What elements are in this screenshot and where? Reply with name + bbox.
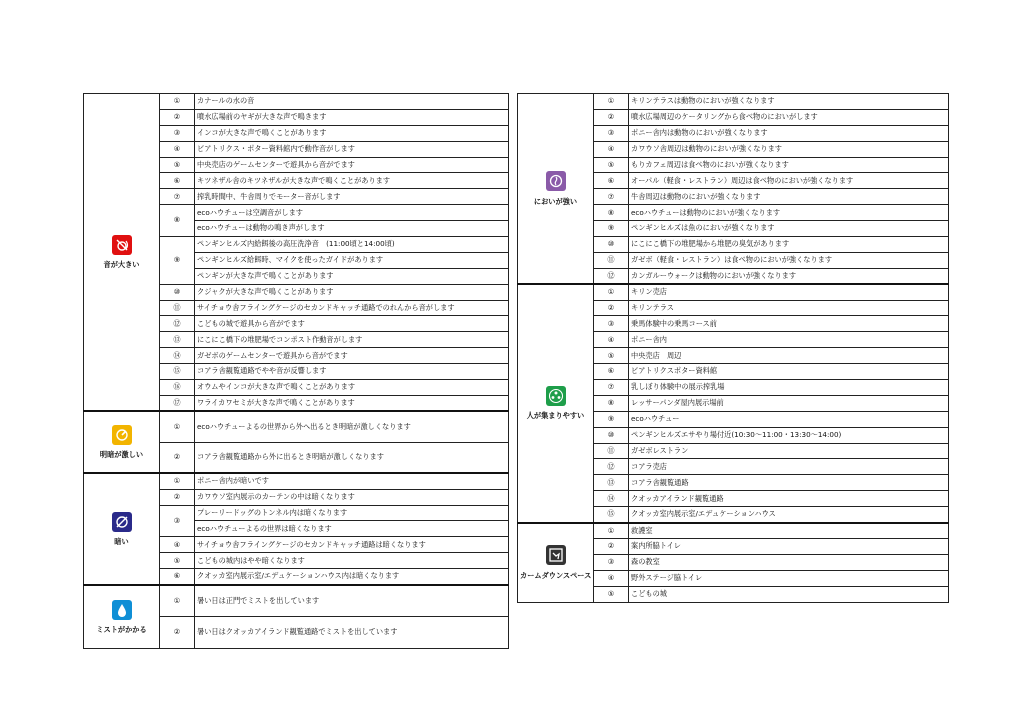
- item-text: クジャクが大きな声で鳴くことがあります: [195, 284, 509, 300]
- item-number: ⑰: [160, 395, 195, 411]
- item-number: ②: [160, 617, 195, 649]
- item-number: ①: [594, 523, 629, 539]
- table-row: [518, 284, 949, 300]
- item-number: ⑪: [594, 252, 629, 268]
- item-text: カンガルーウォークは動物のにおいが強くなります: [629, 268, 949, 284]
- item-number: ②: [594, 300, 629, 316]
- item-text: サイチョウ舎フライングケージのセカンドキャッチ通路は暗くなります: [195, 537, 509, 553]
- item-text: ビアトリクスポター資料館: [629, 364, 949, 380]
- item-number: ③: [594, 554, 629, 570]
- item-text: キリン売店: [629, 284, 949, 300]
- item-text: オウムやインコが大きな声で鳴くことがあります: [195, 380, 509, 396]
- smell-icon: [546, 171, 566, 191]
- item-number: ⑤: [160, 157, 195, 173]
- item-number: ⑪: [160, 300, 195, 316]
- item-number: ⑤: [594, 348, 629, 364]
- item-text: もりカフェ周辺は食べ物のにおいが強くなります: [629, 157, 949, 173]
- item-text: レッサーパンダ屋内展示場前: [629, 395, 949, 411]
- category-label: においが強い: [533, 196, 578, 206]
- item-number: ⑮: [594, 507, 629, 523]
- item-text: キリンテラス: [629, 300, 949, 316]
- item-number: ⑩: [594, 427, 629, 443]
- item-number: ⑧: [594, 205, 629, 221]
- category-cell: [84, 473, 160, 584]
- left-table: [83, 93, 509, 649]
- item-text: 噴水広場前のヤギが大きな声で鳴きます: [195, 109, 509, 125]
- item-text: ポニー舎内は動物のにおいが強くなります: [629, 125, 949, 141]
- item-number: ②: [160, 442, 195, 473]
- item-text: にこにこ橋下の堆肥場でコンポスト作動音がします: [195, 332, 509, 348]
- table-row: [84, 585, 509, 617]
- item-text: ecoハウチューよるの世界から外へ出るとき明暗が激しくなります: [195, 411, 509, 442]
- item-number: ⑥: [594, 173, 629, 189]
- brightness-icon: [112, 425, 132, 445]
- category-label: 人が集まりやすい: [526, 411, 585, 421]
- item-number: ⑥: [160, 569, 195, 585]
- mist-icon: [112, 600, 132, 620]
- item-number: ⑥: [594, 364, 629, 380]
- item-number: ⑦: [594, 380, 629, 396]
- item-text: ecoハウチューは動物のにおいが強くなります: [629, 205, 949, 221]
- item-number: ③: [160, 125, 195, 141]
- crowd-icon: [546, 386, 566, 406]
- item-number: ⑥: [160, 173, 195, 189]
- table-row: [84, 473, 509, 489]
- item-text: ポニー舎内: [629, 332, 949, 348]
- item-number: ⑦: [594, 189, 629, 205]
- item-number: ①: [160, 411, 195, 442]
- item-number: ③: [594, 125, 629, 141]
- item-text: コアラ舎観覧通路でやや音が反響します: [195, 364, 509, 380]
- item-text: カナールの水の音: [195, 94, 509, 110]
- item-number: ⑭: [594, 491, 629, 507]
- category-cell: [84, 411, 160, 473]
- item-number: ⑨: [160, 237, 195, 285]
- item-text: カワウソ舎周辺は動物のにおいが強くなります: [629, 141, 949, 157]
- item-text: ガゼボレストラン: [629, 443, 949, 459]
- item-text: ecoハウチューは動物の鳴き声がします: [195, 221, 509, 237]
- table-row: [518, 94, 949, 110]
- item-number: ⑩: [160, 284, 195, 300]
- item-number: ②: [594, 109, 629, 125]
- item-text: ペンギンヒルズ内給餌後の高圧洗浄音 (11:00頃と14:00頃): [195, 237, 509, 253]
- category-cell: [518, 284, 594, 522]
- item-text: コアラ売店: [629, 459, 949, 475]
- item-text: 暑い日はクオッカアイランド観覧通路でミストを出しています: [195, 617, 509, 649]
- item-text: 案内所脇トイレ: [629, 538, 949, 554]
- item-number: ④: [594, 570, 629, 586]
- item-number: ⑪: [594, 443, 629, 459]
- item-number: ①: [160, 585, 195, 617]
- item-number: ④: [594, 141, 629, 157]
- item-number: ⑤: [594, 157, 629, 173]
- item-text: ガゼボのゲームセンターで遊具から音がでます: [195, 348, 509, 364]
- item-number: ④: [594, 332, 629, 348]
- item-text: 中央売店 周辺: [629, 348, 949, 364]
- item-number: ④: [160, 141, 195, 157]
- item-number: ⑧: [594, 395, 629, 411]
- item-text: 噴水広場周辺のケータリングから食べ物のにおいがします: [629, 109, 949, 125]
- item-text: 中央売店のゲームセンターで遊具から音がでます: [195, 157, 509, 173]
- category-label: ミストがかかる: [96, 624, 147, 634]
- item-text: クオッカアイランド観覧通路: [629, 491, 949, 507]
- item-number: ④: [160, 537, 195, 553]
- item-number: ①: [594, 284, 629, 300]
- category-label: カームダウンスペース: [520, 570, 592, 580]
- item-number: ③: [160, 505, 195, 537]
- item-text: こどもの城で遊具から音がでます: [195, 316, 509, 332]
- table-row: [84, 411, 509, 442]
- item-text: ビアトリクス・ポター資料館内で動作音がします: [195, 141, 509, 157]
- item-text: 搾乳時間中、牛舎周りでモーター音がします: [195, 189, 509, 205]
- category-cell: [518, 523, 594, 602]
- category-label: 明暗が激しい: [99, 450, 144, 460]
- item-number: ⑬: [594, 475, 629, 491]
- table-row: [84, 94, 509, 110]
- item-text: クオッカ室内展示室/エデュケーションハウス: [629, 507, 949, 523]
- item-text: キリンテラスは動物のにおいが強くなります: [629, 94, 949, 110]
- item-text: 野外ステージ脇トイレ: [629, 570, 949, 586]
- item-number: ⑫: [160, 316, 195, 332]
- item-text: コアラ舎観覧通路から外に出るとき明暗が激しくなります: [195, 442, 509, 473]
- item-number: ⑨: [594, 221, 629, 237]
- item-number: ③: [594, 316, 629, 332]
- item-number: ⑦: [160, 189, 195, 205]
- item-number: ⑤: [160, 553, 195, 569]
- item-number: ①: [160, 94, 195, 110]
- item-number: ⑨: [594, 411, 629, 427]
- item-text: キツネザル舎のキツネザルが大きな声で鳴くことがあります: [195, 173, 509, 189]
- category-cell: [518, 94, 594, 285]
- item-text: オーパル（軽食・レストラン）周辺は食べ物のにおいが強くなります: [629, 173, 949, 189]
- item-text: カワウソ室内展示のカーテンの中は暗くなります: [195, 489, 509, 505]
- item-text: 暑い日は正門でミストを出しています: [195, 585, 509, 617]
- item-number: ⑧: [160, 205, 195, 237]
- item-text: コアラ舎観覧通路: [629, 475, 949, 491]
- item-number: ②: [160, 489, 195, 505]
- item-number: ⑯: [160, 380, 195, 396]
- item-text: インコが大きな声で鳴くことがあります: [195, 125, 509, 141]
- item-text: クオッカ室内展示室/エデュケーションハウス内は暗くなります: [195, 569, 509, 585]
- category-cell: [84, 94, 160, 412]
- item-text: サイチョウ舎フライングケージのセカンドキャッチ通路でのれんから音がします: [195, 300, 509, 316]
- item-text: ポニー舎内が暗いです: [195, 473, 509, 489]
- item-number: ⑫: [594, 268, 629, 284]
- item-text: こどもの城: [629, 586, 949, 602]
- item-text: ecoハウチュー: [629, 411, 949, 427]
- item-text: ペンギンヒルズは魚のにおいが強くなります: [629, 221, 949, 237]
- item-text: 乗馬体験中の乗馬コース前: [629, 316, 949, 332]
- item-text: 救護室: [629, 523, 949, 539]
- item-text: ペンギンヒルズエサやり場付近(10:30～11:00・13:30～14:00): [629, 427, 949, 443]
- item-text: ecoハウチューは空調音がします: [195, 205, 509, 221]
- item-text: ガゼボ（軽食・レストラン）は食べ物のにおいが強くなります: [629, 252, 949, 268]
- item-text: プレーリードッグのトンネル内は暗くなります: [195, 505, 509, 521]
- item-text: ecoハウチューよるの世界は暗くなります: [195, 521, 509, 537]
- item-number: ①: [594, 94, 629, 110]
- category-cell: [84, 585, 160, 649]
- item-text: こどもの城内はやや暗くなります: [195, 553, 509, 569]
- item-number: ②: [594, 538, 629, 554]
- item-number: ⑫: [594, 459, 629, 475]
- item-number: ①: [160, 473, 195, 489]
- right-table: [517, 93, 949, 603]
- item-number: ②: [160, 109, 195, 125]
- item-text: ペンギンが大きな声で鳴くことがあります: [195, 268, 509, 284]
- item-number: ⑬: [160, 332, 195, 348]
- item-text: 森の教室: [629, 554, 949, 570]
- item-text: 牛舎周辺は動物のにおいが強くなります: [629, 189, 949, 205]
- calm-down-icon: [546, 545, 566, 565]
- item-number: ⑮: [160, 364, 195, 380]
- item-number: ⑤: [594, 586, 629, 602]
- item-number: ⑭: [160, 348, 195, 364]
- dark-icon: [112, 512, 132, 532]
- category-label: 暗い: [114, 536, 129, 546]
- item-text: にこにこ橋下の堆肥場から堆肥の臭気があります: [629, 237, 949, 253]
- item-text: ワライカワセミが大きな声で鳴くことがあります: [195, 395, 509, 411]
- item-text: 乳しぼり体験中の展示搾乳場: [629, 380, 949, 396]
- category-label: 音が大きい: [103, 260, 140, 270]
- item-number: ⑩: [594, 237, 629, 253]
- table-row: [518, 523, 949, 539]
- item-text: ペンギンヒルズ給餌時、マイクを使ったガイドがあります: [195, 252, 509, 268]
- loud-sound-icon: [112, 235, 132, 255]
